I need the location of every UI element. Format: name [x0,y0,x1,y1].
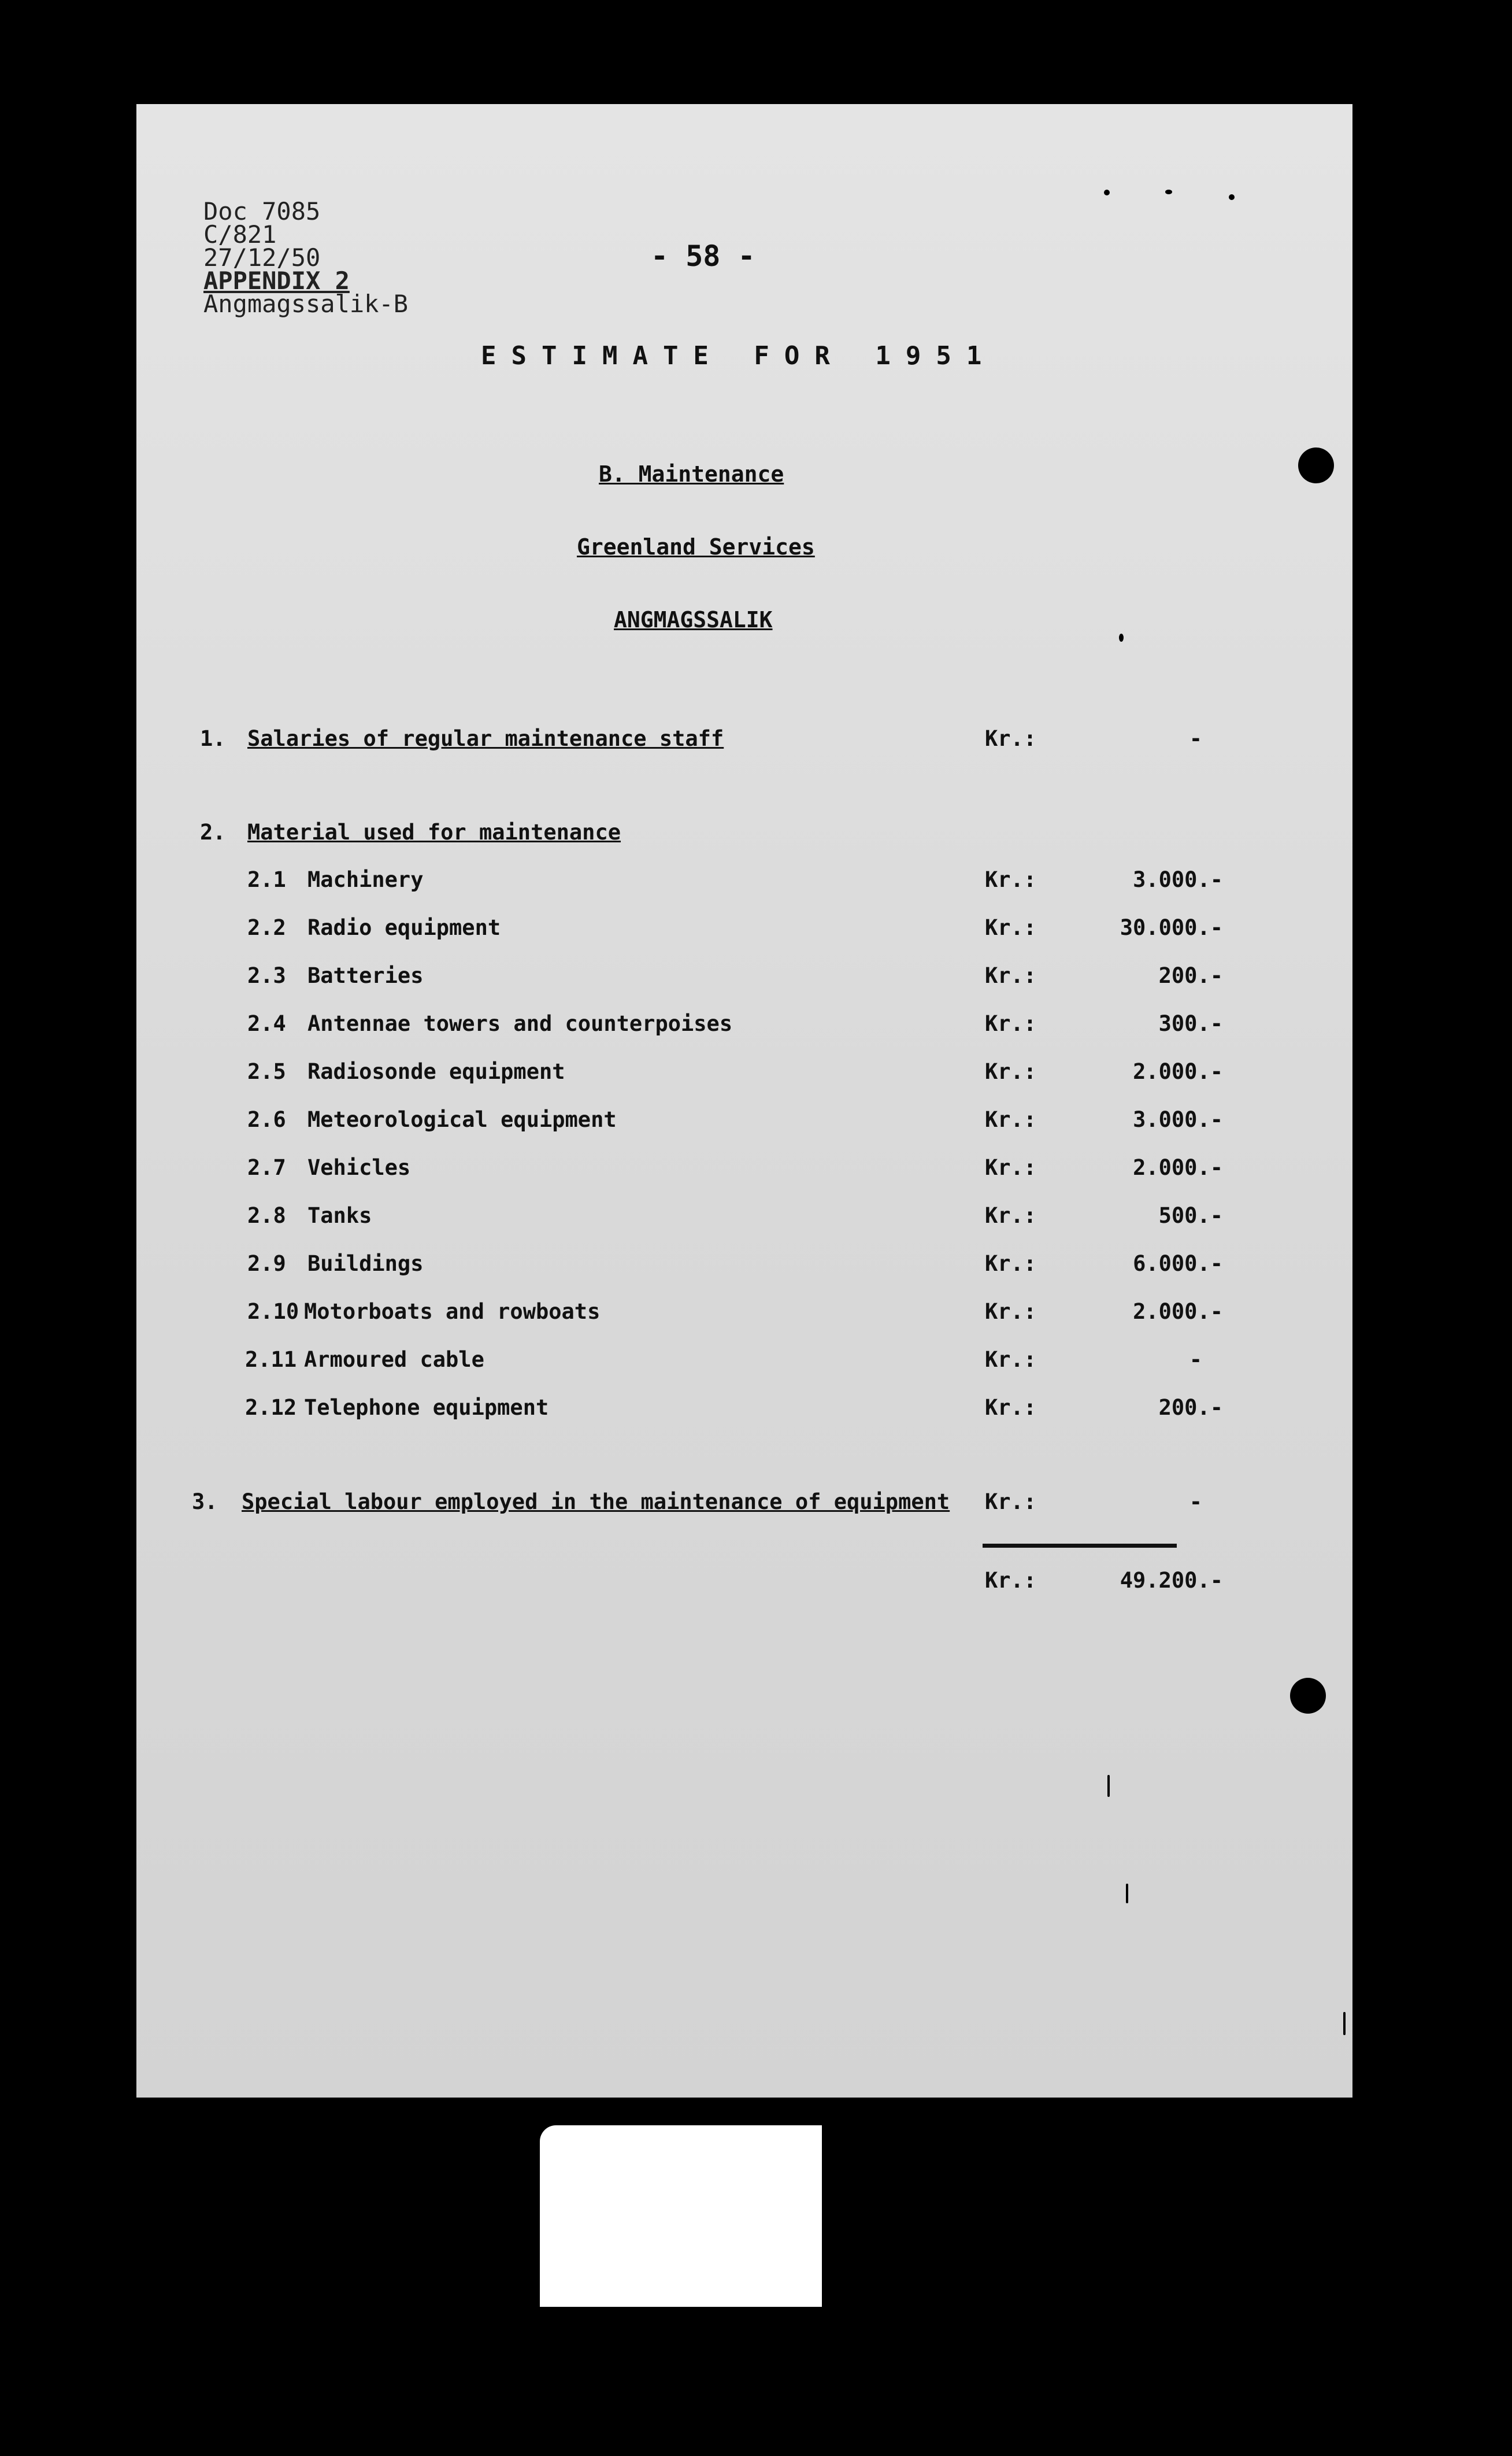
subsection-heading: Greenland Services [577,534,815,560]
item-label: Batteries [307,963,424,988]
doc-ref: C/821 [203,220,277,249]
speck [1165,190,1172,194]
label-card [540,2125,822,2307]
item-label: Motorboats and rowboats [304,1299,601,1324]
speck [1343,2012,1346,2035]
item-row-1 [136,726,1352,761]
item-amount: 6.000.- [1133,1251,1223,1276]
item-row-2-6 [136,1107,1352,1142]
item-row-2-2 [136,915,1352,950]
item-row-2-12 [136,1395,1352,1430]
item-label: Vehicles [307,1155,411,1180]
page-number: - 58 - [651,239,755,273]
item-number: 3. [192,1489,218,1514]
item-label: Telephone equipment [304,1395,549,1420]
item-row-2-10 [136,1299,1352,1334]
item-label: Armoured cable [304,1347,484,1372]
item-label: Radiosonde equipment [307,1059,565,1084]
item-row-2-5 [136,1059,1352,1094]
item-label: Radio equipment [307,915,501,940]
item-currency: Kr.: [985,1011,1037,1036]
item-amount: 30.000.- [1120,915,1223,940]
item-amount: - [1189,1489,1202,1514]
punch-hole-top [1298,447,1334,483]
item-number: 2.3 [247,963,286,988]
item-amount: 300.- [1158,1011,1223,1036]
item-currency: Kr.: [985,867,1037,892]
item-currency: Kr.: [985,1347,1037,1372]
item-row-2-4 [136,1011,1352,1046]
item-row-2-11 [136,1347,1352,1382]
item-label: Special labour employed in the maintenance of equipment [242,1489,950,1514]
item-currency: Kr.: [985,963,1037,988]
item-label: Buildings [307,1251,424,1276]
item-currency: Kr.: [985,726,1037,751]
item-number: 2.2 [247,915,286,940]
location-label: Angmagssalik-B [203,290,409,318]
item-amount: 3.000.- [1133,1107,1223,1132]
appendix-label: APPENDIX 2 [203,267,350,295]
document-page [136,104,1352,2098]
item-currency: Kr.: [985,1203,1037,1228]
item-label: Machinery [307,867,424,892]
speck [1119,634,1124,642]
item-number: 2.5 [247,1059,286,1084]
page-title: ESTIMATE FOR 1951 [481,341,997,371]
item-amount: 500.- [1158,1203,1223,1228]
item-currency: Kr.: [985,1107,1037,1132]
item-label: Material used for maintenance [247,820,621,845]
item-amount: - [1189,726,1202,751]
item-row-3 [136,1489,1352,1524]
item-number: 2.4 [247,1011,286,1036]
item-row-2-8 [136,1203,1352,1238]
item-row-2 [136,820,1352,855]
item-number: 1. [200,726,226,751]
total-currency: Kr.: [985,1568,1037,1593]
item-row-2-3 [136,963,1352,998]
item-label: Antennae towers and counterpoises [307,1011,733,1036]
item-number: 2.10 [247,1299,299,1324]
total-amount: 49.200.- [1120,1568,1223,1593]
doc-number: Doc 7085 [203,197,321,225]
item-amount: 200.- [1158,963,1223,988]
section-heading: B. Maintenance [599,461,784,487]
item-currency: Kr.: [985,1489,1037,1514]
item-currency: Kr.: [985,1299,1037,1324]
item-number: 2.11 [245,1347,297,1372]
item-number: 2.1 [247,867,286,892]
item-amount: 3.000.- [1133,867,1223,892]
item-currency: Kr.: [985,1059,1037,1084]
item-number: 2.12 [245,1395,297,1420]
item-amount: 2.000.- [1133,1059,1223,1084]
item-number: 2.6 [247,1107,286,1132]
item-label: Meteorological equipment [307,1107,617,1132]
item-number: 2.7 [247,1155,286,1180]
item-amount: 200.- [1158,1395,1223,1420]
speck [1229,194,1235,200]
item-currency: Kr.: [985,1251,1037,1276]
doc-date: 27/12/50 [203,243,321,272]
punch-hole-bottom [1290,1678,1326,1714]
speck [1104,190,1110,195]
item-currency: Kr.: [985,1395,1037,1420]
item-row-2-1 [136,867,1352,902]
station-heading: ANGMAGSSALIK [614,607,773,633]
item-amount: 2.000.- [1133,1155,1223,1180]
item-amount: 2.000.- [1133,1299,1223,1324]
item-currency: Kr.: [985,1155,1037,1180]
item-label: Salaries of regular maintenance staff [247,726,724,751]
item-number: 2.8 [247,1203,286,1228]
item-currency: Kr.: [985,915,1037,940]
total-row [136,1568,1352,1603]
item-label: Tanks [307,1203,372,1228]
item-row-2-7 [136,1155,1352,1190]
item-row-2-9 [136,1251,1352,1286]
item-number: 2.9 [247,1251,286,1276]
document-reference-block [203,197,409,318]
speck [1107,1775,1110,1797]
total-rule [983,1544,1177,1548]
speck [1126,1884,1128,1903]
item-amount: - [1189,1347,1202,1372]
item-number: 2. [200,820,226,845]
